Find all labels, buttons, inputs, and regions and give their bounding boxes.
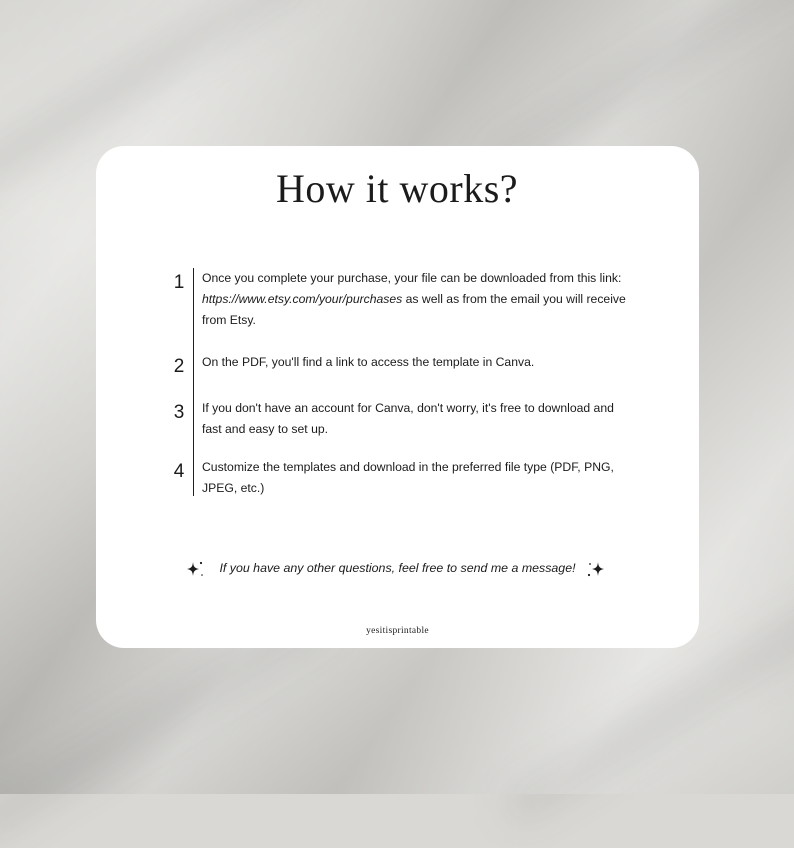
contact-message: If you have any other questions, feel free to send me a message!: [219, 561, 576, 575]
step-number: 4: [173, 461, 185, 482]
brand-name: yesitisprintable: [366, 626, 429, 636]
step-number: 2: [173, 356, 185, 377]
step-text: On the PDF, you'll find a link to access the template in Canva.: [202, 355, 535, 369]
step-number: 1: [173, 272, 185, 293]
step-text: If you don't have an account for Canva, don't worry, it's free to download and fast and easy to set up.: [202, 401, 614, 436]
step-number: 3: [173, 402, 185, 423]
step-text: Customize the templates and download in the preferred file type (PDF, PNG, JPEG, etc.): [202, 460, 614, 495]
purchases-link: https://www.etsy.com/your/purchases: [202, 292, 403, 306]
page-title: How it works?: [275, 166, 519, 211]
sparkle-icon: [585, 558, 607, 580]
step-text: Once you complete your purchase, your file can be downloaded from this link: https://www.etsy.com/your/purchases as well as from the email you will receive from Etsy.: [202, 271, 626, 327]
timeline-line: [193, 268, 194, 496]
